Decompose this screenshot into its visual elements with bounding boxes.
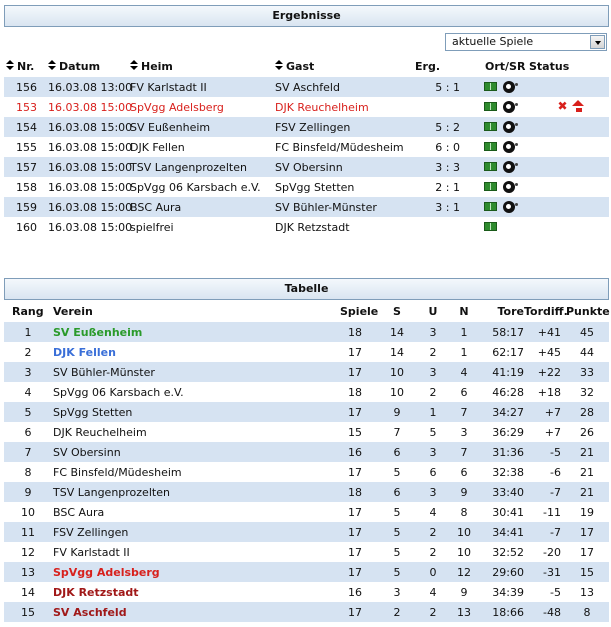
match-ergebnis: 6 : 0: [435, 141, 460, 154]
results-panel: [4, 5, 609, 237]
match-gast[interactable]: FSV Zellingen: [275, 121, 351, 134]
team-punkte: 21: [580, 486, 594, 499]
team-niederlagen: 13: [457, 606, 471, 619]
team-rang: 1: [24, 326, 32, 339]
match-row[interactable]: [4, 137, 609, 157]
team-tordiff: -5: [550, 586, 561, 599]
pitch-icon[interactable]: [484, 102, 497, 111]
match-gast[interactable]: SV Bühler-Münster: [275, 201, 377, 214]
pitch-icon[interactable]: [484, 142, 497, 151]
team-spiele: 17: [348, 406, 362, 419]
team-niederlagen: 1: [460, 346, 468, 359]
team-name[interactable]: SV Eußenheim: [53, 326, 143, 339]
match-datum: 16.03.08 15:00: [48, 101, 133, 114]
team-niederlagen: 6: [460, 386, 468, 399]
team-tore: 29:60: [492, 566, 524, 579]
standings-title: Tabelle: [4, 278, 609, 300]
team-name[interactable]: DJK Fellen: [53, 346, 116, 359]
team-unentschieden: 2: [429, 346, 437, 359]
team-rang: 10: [21, 506, 35, 519]
team-siege: 5: [393, 546, 401, 559]
referee-whistle-icon[interactable]: [503, 100, 521, 114]
standings-rows: [4, 322, 609, 622]
team-punkte: 8: [583, 606, 591, 619]
match-nr: 153: [16, 101, 37, 114]
col-punkte: Punkte: [566, 305, 610, 318]
col-s: S: [393, 305, 401, 318]
team-siege: 7: [393, 426, 401, 439]
team-niederlagen: 7: [460, 446, 468, 459]
match-row[interactable]: [4, 217, 609, 237]
team-unentschieden: 6: [429, 466, 437, 479]
team-name[interactable]: SV Aschfeld: [53, 606, 127, 619]
pitch-icon[interactable]: [484, 122, 497, 131]
team-rang: 9: [24, 486, 32, 499]
team-niederlagen: 9: [460, 586, 468, 599]
referee-whistle-icon[interactable]: [503, 160, 521, 174]
pitch-icon[interactable]: [484, 82, 497, 91]
col-datum[interactable]: Datum: [48, 60, 100, 73]
standings-panel: [4, 278, 609, 622]
sort-arrows-icon: [6, 60, 15, 71]
match-datum: 16.03.08 15:00: [48, 121, 133, 134]
team-punkte: 44: [580, 346, 594, 359]
team-spiele: 17: [348, 346, 362, 359]
team-rang: 11: [21, 526, 35, 539]
team-tordiff: -31: [543, 566, 561, 579]
team-siege: 2: [393, 606, 401, 619]
team-tordiff: -7: [550, 526, 561, 539]
standings-row: [4, 582, 609, 602]
team-unentschieden: 0: [429, 566, 437, 579]
standings-row: [4, 482, 609, 502]
match-ergebnis: 5 : 2: [435, 121, 460, 134]
match-ergebnis: 2 : 1: [435, 181, 460, 194]
team-tore: 41:19: [492, 366, 524, 379]
col-tordiff: Tordiff.: [524, 305, 568, 318]
team-siege: 14: [390, 326, 404, 339]
games-filter-select[interactable]: [445, 33, 607, 51]
team-spiele: 16: [348, 586, 362, 599]
team-spiele: 17: [348, 366, 362, 379]
match-nr: 155: [16, 141, 37, 154]
team-niederlagen: 4: [460, 366, 468, 379]
match-row[interactable]: [4, 157, 609, 177]
team-tore: 62:17: [492, 346, 524, 359]
sort-arrows-icon: [275, 60, 284, 71]
team-rang: 4: [24, 386, 32, 399]
team-tore: 36:29: [492, 426, 524, 439]
standings-row: [4, 602, 609, 622]
team-spiele: 15: [348, 426, 362, 439]
team-niederlagen: 9: [460, 486, 468, 499]
team-tore: 32:52: [492, 546, 524, 559]
team-tordiff: -6: [550, 466, 561, 479]
team-tore: 33:40: [492, 486, 524, 499]
team-tore: 18:66: [492, 606, 524, 619]
team-name[interactable]: FSV Zellingen: [53, 526, 129, 539]
team-siege: 3: [393, 586, 401, 599]
team-tordiff: +18: [537, 386, 561, 399]
team-tordiff: +45: [537, 346, 561, 359]
team-siege: 6: [393, 486, 401, 499]
sort-arrows-icon: [130, 60, 139, 71]
pitch-icon[interactable]: [484, 182, 497, 191]
match-gast[interactable]: SV Obersinn: [275, 161, 343, 174]
team-punkte: 28: [580, 406, 594, 419]
team-spiele: 17: [348, 466, 362, 479]
match-row[interactable]: [4, 97, 609, 117]
referee-whistle-icon[interactable]: [503, 140, 521, 154]
team-unentschieden: 5: [429, 426, 437, 439]
team-tore: 31:36: [492, 446, 524, 459]
team-niederlagen: 7: [460, 406, 468, 419]
filter-row: [4, 27, 609, 57]
team-unentschieden: 2: [429, 606, 437, 619]
match-nr: 157: [16, 161, 37, 174]
team-rang: 14: [21, 586, 35, 599]
team-punkte: 19: [580, 506, 594, 519]
col-ort: Ort/SR: [485, 60, 526, 73]
pitch-icon[interactable]: [484, 162, 497, 171]
team-rang: 12: [21, 546, 35, 559]
match-datum: 16.03.08 15:00: [48, 161, 133, 174]
col-gast[interactable]: Gast: [275, 60, 314, 73]
team-unentschieden: 3: [429, 366, 437, 379]
team-rang: 5: [24, 406, 32, 419]
team-punkte: 17: [580, 546, 594, 559]
standings-row: [4, 542, 609, 562]
results-header: [4, 57, 609, 77]
match-datum: 16.03.08 13:00: [48, 81, 133, 94]
team-siege: 5: [393, 566, 401, 579]
team-siege: 5: [393, 506, 401, 519]
referee-whistle-icon[interactable]: [503, 120, 521, 134]
team-punkte: 33: [580, 366, 594, 379]
team-unentschieden: 3: [429, 326, 437, 339]
team-rang: 2: [24, 346, 32, 359]
team-tordiff: -20: [543, 546, 561, 559]
match-nr: 160: [16, 221, 37, 234]
team-siege: 6: [393, 446, 401, 459]
team-tordiff: +7: [544, 426, 561, 439]
chevron-down-icon[interactable]: [590, 35, 605, 49]
team-spiele: 17: [348, 566, 362, 579]
match-row[interactable]: [4, 197, 609, 217]
team-name[interactable]: DJK Reuchelheim: [53, 426, 147, 439]
match-row[interactable]: [4, 177, 609, 197]
match-ergebnis: 3 : 3: [435, 161, 460, 174]
standings-row: [4, 562, 609, 582]
col-u: U: [428, 305, 438, 318]
team-unentschieden: 2: [429, 386, 437, 399]
match-ergebnis: 3 : 1: [435, 201, 460, 214]
referee-whistle-icon[interactable]: [503, 80, 521, 94]
col-erg: Erg.: [415, 60, 440, 73]
team-punkte: 21: [580, 466, 594, 479]
team-punkte: 32: [580, 386, 594, 399]
team-tordiff: -5: [550, 446, 561, 459]
match-heim[interactable]: DJK Fellen: [130, 141, 185, 154]
team-tordiff: +41: [537, 326, 561, 339]
team-punkte: 45: [580, 326, 594, 339]
team-unentschieden: 4: [429, 506, 437, 519]
match-gast[interactable]: SpVgg Stetten: [275, 181, 355, 194]
match-datum: 16.03.08 15:00: [48, 221, 133, 234]
team-tordiff: -48: [543, 606, 561, 619]
match-gast[interactable]: DJK Reuchelheim: [275, 101, 369, 114]
team-niederlagen: 12: [457, 566, 471, 579]
col-spiele: Spiele: [340, 305, 379, 318]
team-spiele: 17: [348, 606, 362, 619]
team-rang: 13: [21, 566, 35, 579]
standings-row: [4, 342, 609, 362]
team-siege: 10: [390, 386, 404, 399]
match-heim[interactable]: BSC Aura: [130, 201, 182, 214]
team-tore: 34:27: [492, 406, 524, 419]
team-tordiff: +7: [544, 406, 561, 419]
match-heim[interactable]: SpVgg 06 Karsbach e.V.: [130, 181, 261, 194]
col-nr[interactable]: Nr.: [6, 60, 34, 73]
standings-header: [4, 300, 609, 322]
team-niederlagen: 1: [460, 326, 468, 339]
team-unentschieden: 1: [429, 406, 437, 419]
team-niederlagen: 10: [457, 546, 471, 559]
team-tordiff: +22: [537, 366, 561, 379]
team-siege: 14: [390, 346, 404, 359]
standings-row: [4, 522, 609, 542]
team-name[interactable]: SV Bühler-Münster: [53, 366, 155, 379]
team-tore: 32:38: [492, 466, 524, 479]
standings-row: [4, 382, 609, 402]
match-datum: 16.03.08 15:00: [48, 141, 133, 154]
match-nr: 158: [16, 181, 37, 194]
team-tordiff: -11: [543, 506, 561, 519]
team-name[interactable]: SpVgg 06 Karsbach e.V.: [53, 386, 184, 399]
match-gast[interactable]: DJK Retzstadt: [275, 221, 350, 234]
standings-row: [4, 442, 609, 462]
team-rang: 3: [24, 366, 32, 379]
team-siege: 5: [393, 526, 401, 539]
match-heim[interactable]: SV Eußenheim: [130, 121, 211, 134]
team-spiele: 16: [348, 446, 362, 459]
team-spiele: 17: [348, 506, 362, 519]
team-name[interactable]: SV Obersinn: [53, 446, 121, 459]
team-siege: 9: [393, 406, 401, 419]
match-gast[interactable]: SV Aschfeld: [275, 81, 340, 94]
team-rang: 6: [24, 426, 32, 439]
team-unentschieden: 2: [429, 526, 437, 539]
team-name[interactable]: FV Karlstadt II: [53, 546, 130, 559]
col-tore: Tore: [497, 305, 524, 318]
match-datum: 16.03.08 15:00: [48, 181, 133, 194]
team-niederlagen: 8: [460, 506, 468, 519]
match-nr: 156: [16, 81, 37, 94]
team-unentschieden: 2: [429, 546, 437, 559]
pitch-icon[interactable]: [484, 202, 497, 211]
team-tore: 34:39: [492, 586, 524, 599]
team-name[interactable]: DJK Retzstadt: [53, 586, 139, 599]
team-rang: 7: [24, 446, 32, 459]
team-punkte: 15: [580, 566, 594, 579]
standings-row: [4, 462, 609, 482]
standings-row: [4, 402, 609, 422]
team-unentschieden: 3: [429, 446, 437, 459]
team-spiele: 18: [348, 486, 362, 499]
team-name[interactable]: SpVgg Stetten: [53, 406, 133, 419]
team-unentschieden: 3: [429, 486, 437, 499]
referee-whistle-icon[interactable]: [503, 180, 521, 194]
match-heim[interactable]: SpVgg Adelsberg: [130, 101, 224, 114]
team-spiele: 18: [348, 326, 362, 339]
cancel-x-icon[interactable]: ✖: [557, 99, 568, 113]
team-spiele: 17: [348, 526, 362, 539]
team-punkte: 26: [580, 426, 594, 439]
team-rang: 15: [21, 606, 35, 619]
team-name[interactable]: SpVgg Adelsberg: [53, 566, 160, 579]
col-status: Status: [529, 60, 570, 73]
pitch-icon[interactable]: [484, 222, 497, 231]
team-tore: 30:41: [492, 506, 524, 519]
match-row[interactable]: [4, 77, 609, 97]
referee-whistle-icon[interactable]: [503, 200, 521, 214]
team-tore: 46:28: [492, 386, 524, 399]
team-spiele: 18: [348, 386, 362, 399]
match-gast[interactable]: FC Binsfeld/Müdesheim: [275, 141, 404, 154]
house-icon[interactable]: [572, 100, 585, 113]
team-tore: 58:17: [492, 326, 524, 339]
standings-row: [4, 322, 609, 342]
results-title: Ergebnisse: [4, 5, 609, 27]
team-niederlagen: 6: [460, 466, 468, 479]
col-heim[interactable]: Heim: [130, 60, 173, 73]
col-verein: Verein: [53, 305, 93, 318]
match-heim[interactable]: spielfrei: [130, 221, 174, 234]
col-rang: Rang: [12, 305, 44, 318]
match-row[interactable]: [4, 117, 609, 137]
team-niederlagen: 3: [460, 426, 468, 439]
match-nr: 154: [16, 121, 37, 134]
sort-arrows-icon: [48, 60, 57, 71]
team-name[interactable]: TSV Langenprozelten: [53, 486, 170, 499]
games-filter-value: aktuelle Spiele: [452, 35, 534, 48]
standings-row: [4, 502, 609, 522]
match-heim[interactable]: FV Karlstadt II: [130, 81, 207, 94]
team-siege: 5: [393, 466, 401, 479]
standings-row: [4, 422, 609, 442]
team-spiele: 17: [348, 546, 362, 559]
match-nr: 159: [16, 201, 37, 214]
match-ergebnis: 5 : 1: [435, 81, 460, 94]
team-siege: 10: [390, 366, 404, 379]
team-punkte: 13: [580, 586, 594, 599]
team-name[interactable]: FC Binsfeld/Müdesheim: [53, 466, 182, 479]
team-punkte: 17: [580, 526, 594, 539]
col-n: N: [459, 305, 469, 318]
team-niederlagen: 10: [457, 526, 471, 539]
team-tore: 34:41: [492, 526, 524, 539]
team-name[interactable]: BSC Aura: [53, 506, 105, 519]
match-datum: 16.03.08 15:00: [48, 201, 133, 214]
team-punkte: 21: [580, 446, 594, 459]
team-unentschieden: 4: [429, 586, 437, 599]
results-rows: [4, 77, 609, 237]
team-tordiff: -7: [550, 486, 561, 499]
team-rang: 8: [24, 466, 32, 479]
match-heim[interactable]: TSV Langenprozelten: [130, 161, 247, 174]
standings-row: [4, 362, 609, 382]
